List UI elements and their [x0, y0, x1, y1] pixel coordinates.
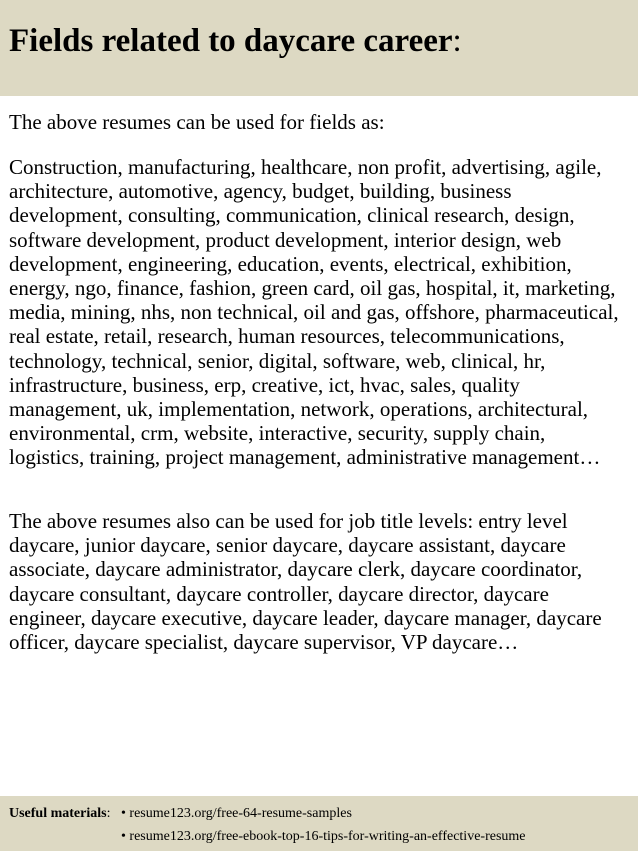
fields-line: management, uk, implementation, network, operations, architectural, — [9, 397, 589, 422]
useful-materials-label-text: Useful materials — [9, 806, 107, 821]
fields-line: logistics, training, project management, administrative management… — [9, 445, 601, 470]
fields-line: development, engineering, education, events, electrical, exhibition, — [9, 251, 572, 276]
fields-line: environmental, crm, website, interactive, security, supply chain, — [9, 421, 546, 446]
useful-materials-label — [9, 806, 110, 823]
page-title — [9, 22, 462, 62]
fields-line: software development, product development, interior design, web — [9, 227, 562, 252]
job-titles-paragraph — [9, 509, 634, 654]
fields-line: architecture, automotive, agency, budget, building, business — [9, 179, 512, 204]
fields-line: infrastructure, business, erp, creative, ict, hvac, sales, quality — [9, 372, 520, 397]
fields-line: energy, ngo, finance, fashion, green card, oil gas, hospital, it, marketing, — [9, 276, 616, 301]
fields-line: media, mining, nhs, non technical, oil and gas, offshore, pharmaceutical, — [9, 300, 619, 325]
job-titles-line: The above resumes also can be used for job title levels: entry level — [9, 509, 568, 533]
resume-samples-link[interactable]: • resume123.org/free-64-resume-samples — [121, 806, 352, 821]
job-titles-line: daycare, junior daycare, senior daycare, daycare assistant, daycare — [9, 533, 566, 558]
job-titles-line: daycare consultant, daycare controller, daycare director, daycare — [9, 581, 549, 606]
fields-line: Construction, manufacturing, healthcare, non profit, advertising, agile, — [9, 155, 602, 179]
fields-line: development, consulting, communication, clinical research, design, — [9, 203, 575, 228]
intro-text: The above resumes can be used for fields as: — [9, 110, 385, 134]
page-title-colon: : — [452, 23, 462, 59]
resume-tips-ebook-link[interactable]: • resume123.org/free-ebook-top-16-tips-for-writing-an-effective-resume — [121, 829, 526, 844]
fields-line: real estate, retail, research, human resources, telecommunications, — [9, 324, 565, 349]
page-title-text: Fields related to daycare career — [9, 23, 453, 59]
fields-line: technology, technical, senior, digital, software, web, clinical, hr, — [9, 348, 546, 373]
useful-materials-label-colon: : — [106, 806, 111, 821]
fields-paragraph — [9, 155, 634, 470]
job-titles-line: officer, daycare specialist, daycare supervisor, VP daycare… — [9, 630, 519, 655]
job-titles-line: associate, daycare administrator, daycare clerk, daycare coordinator, — [9, 557, 583, 582]
job-titles-line: engineer, daycare executive, daycare leader, daycare manager, daycare — [9, 605, 602, 630]
